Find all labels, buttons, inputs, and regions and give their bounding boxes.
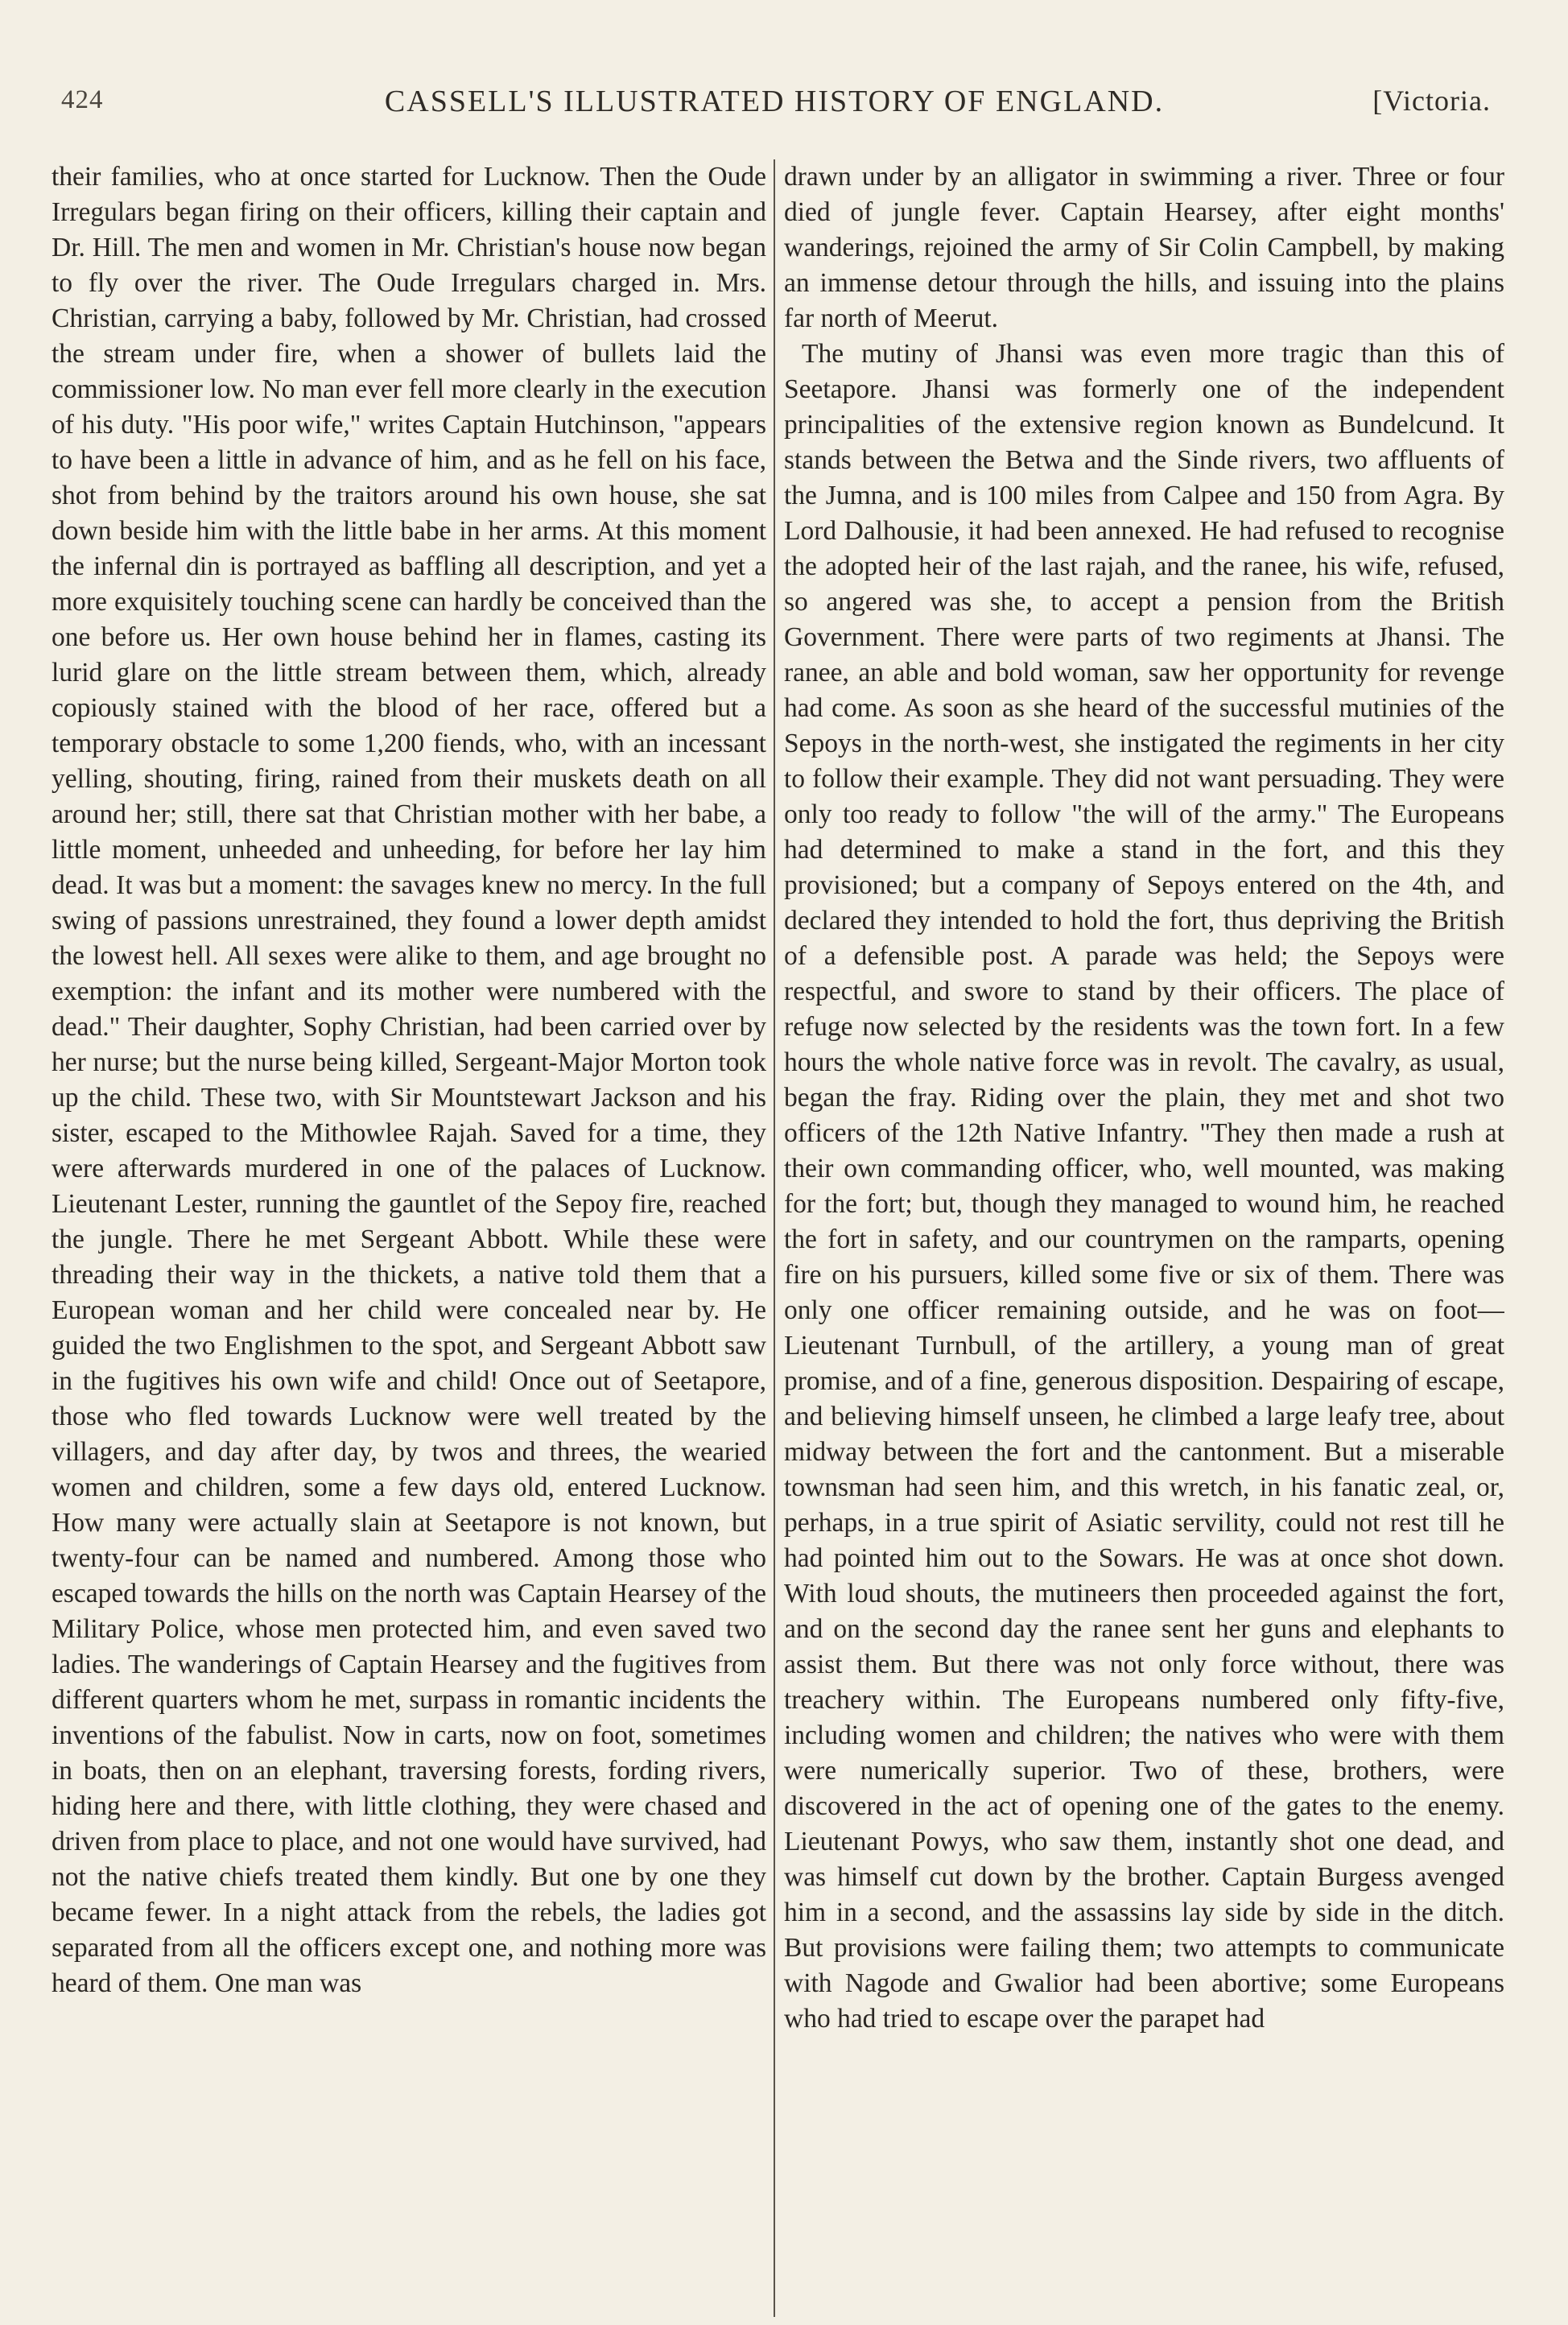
column-divider [774, 159, 775, 2317]
right-paragraph-2: The mutiny of Jhansi was even more tragic than this of Seetapore. Jhansi was formerly one of the independent principalities of the extensive region known as Bundelcund. It stands between the Betwa and the Sinde rivers, two affluents of the Jumna, and is 100 miles from Calpee and 150 from Agra. By Lord Dalhousie, it had been annexed. He had refused to recognise the adopted heir of the last rajah, and the ranee, his wife, refused, so angered was she, to accept a pension from the British Government. There were parts of two regiments at Jhansi. The ranee, an able and bold woman, saw her opportunity for revenge had come. As soon as she heard of the successful mutinies of the Sepoys in the north-west, she instigated the regiments in her city to follow their example. They did not want persuading. They were only too ready to follow "the will of the army." The Europeans had determined to make a stand in the fort, and this they provisioned; but a company of Sepoys entered on the 4th, and declared they intended to hold the fort, thus depriving the British of a defensible post. A parade was held; the Sepoys were respectful, and swore to stand by their officers. The place of refuge now selected by the residents was the town fort. In a few hours the whole native force was in revolt. The cavalry, as usual, began the fray. Riding over the plain, they met and shot two officers of the 12th Native Infantry. "They then made a rush at their own commanding officer, who, well mounted, was making for the fort; but, though they managed to wound him, he reached the fort in safety, and our countrymen on the ramparts, opening fire on his pursuers, killed some five or six of them. There was only one officer remaining outside, and he was on foot—Lieutenant Turnbull, of the artillery, a young man of great promise, and of a fine, generous disposition. Despairing of escape, and believing himself unseen, he climbed a large leafy tree, about midway between the fort and the cantonment. But a miserable townsman had seen him, and this wretch, in his fanatic zeal, or, perhaps, in a true spirit of Asiatic servility, could not rest till he had pointed him out to the Sowars. He was at once shot down. With loud shouts, the mutineers then proceeded against the fort, and on the second day the ranee sent her guns and elephants to assist them. But there was not only force without, there was treachery within. The Europeans numbered only fifty-five, including women and children; the natives who were with them were numerically superior. Two of these, brothers, were discovered in the act of opening one of the gates to the enemy. Lieutenant Powys, who saw them, instantly shot one dead, and was himself cut down by the brother. Captain Burgess avenged him in a second, and the assassins lay side by side in the ditch. But provisions were failing them; two attempts to communicate with Nagode and Gwalior had been abortive; some Europeans who had tried to escape over the parapet had [784, 339, 1504, 2034]
right-paragraph-1: drawn under by an alligator in swimming a river. Three or four died of jungle fever. Captain Hearsey, after eight months' wanderings, rejoined the army of Sir Colin Campbell, by making an immense detour through the hills, and issuing into the plains far north of Meerut. [784, 162, 1504, 333]
page-number: 424 [61, 85, 104, 114]
section-tag: [Victoria. [1372, 85, 1491, 117]
left-column [52, 159, 766, 2309]
running-title: CASSELL'S ILLUSTRATED HISTORY OF ENGLAND. [384, 85, 1165, 118]
right-column [784, 159, 1504, 2309]
page-header [58, 79, 1491, 127]
left-paragraph-1: their families, who at once started for Lucknow. Then the Oude Irregulars began firing on their officers, killing their captain and Dr. Hill. The men and women in Mr. Christian's house now began to fly over the river. The Oude Irregulars charged in. Mrs. Christian, carrying a baby, followed by Mr. Christian, had crossed the stream under fire, when a shower of bullets laid the commissioner low. No man ever fell more clearly in the execution of his duty. "His poor wife," writes Captain Hutchinson, "appears to have been a little in advance of him, and as he fell on his face, shot from behind by the traitors around his own house, she sat down beside him with the little babe in her arms. At this moment the infernal din is portrayed as baffling all description, and yet a more exquisitely touching scene can hardly be conceived than the one before us. Her own house behind her in flames, casting its lurid glare on the little stream between them, which, already copiously stained with the blood of her race, offered but a temporary obstacle to some 1,200 fiends, who, with an incessant yelling, shouting, firing, rained from their muskets death on all around her; still, there sat that Christian mother with her babe, a little moment, unheeded and unheeding, for before her lay him dead. It was but a moment: the savages knew no mercy. In the full swing of passions unrestrained, they found a lower depth amidst the lowest hell. All sexes were alike to them, and age brought no exemption: the infant and its mother were numbered with the dead." Their daughter, Sophy Christian, had been carried over by her nurse; but the nurse being killed, Sergeant-Major Morton took up the child. These two, with Sir Mountstewart Jackson and his sister, escaped to the Mithowlee Rajah. Saved for a time, they were afterwards murdered in one of the palaces of Lucknow. Lieutenant Lester, running the gauntlet of the Sepoy fire, reached the jungle. There he met Sergeant Abbott. While these were threading their way in the thickets, a native told them that a European woman and her child were concealed near by. He guided the two Englishmen to the spot, and Sergeant Abbott saw in the fugitives his own wife and child! Once out of Seetapore, those who fled towards Lucknow were well treated by the villagers, and day after day, by twos and threes, the wearied women and children, some a few days old, entered Lucknow. How many were actually slain at Seetapore is not known, but twenty-four can be named and numbered. Among those who escaped towards the hills on the north was Captain Hearsey of the Military Police, whose men protected him, and even saved two ladies. The wanderings of Captain Hearsey and the fugitives from different quarters whom he met, surpass in romantic incidents the inventions of the fabulist. Now in carts, now on foot, sometimes in boats, then on an elephant, traversing forests, fording rivers, hiding here and there, with little clothing, they were chased and driven from place to place, and not one would have survived, had not the native chiefs treated them kindly. But one by one they became fewer. In a night attack from the rebels, the ladies got separated from all the officers except one, and nothing more was heard of them. One man was [52, 162, 766, 1998]
